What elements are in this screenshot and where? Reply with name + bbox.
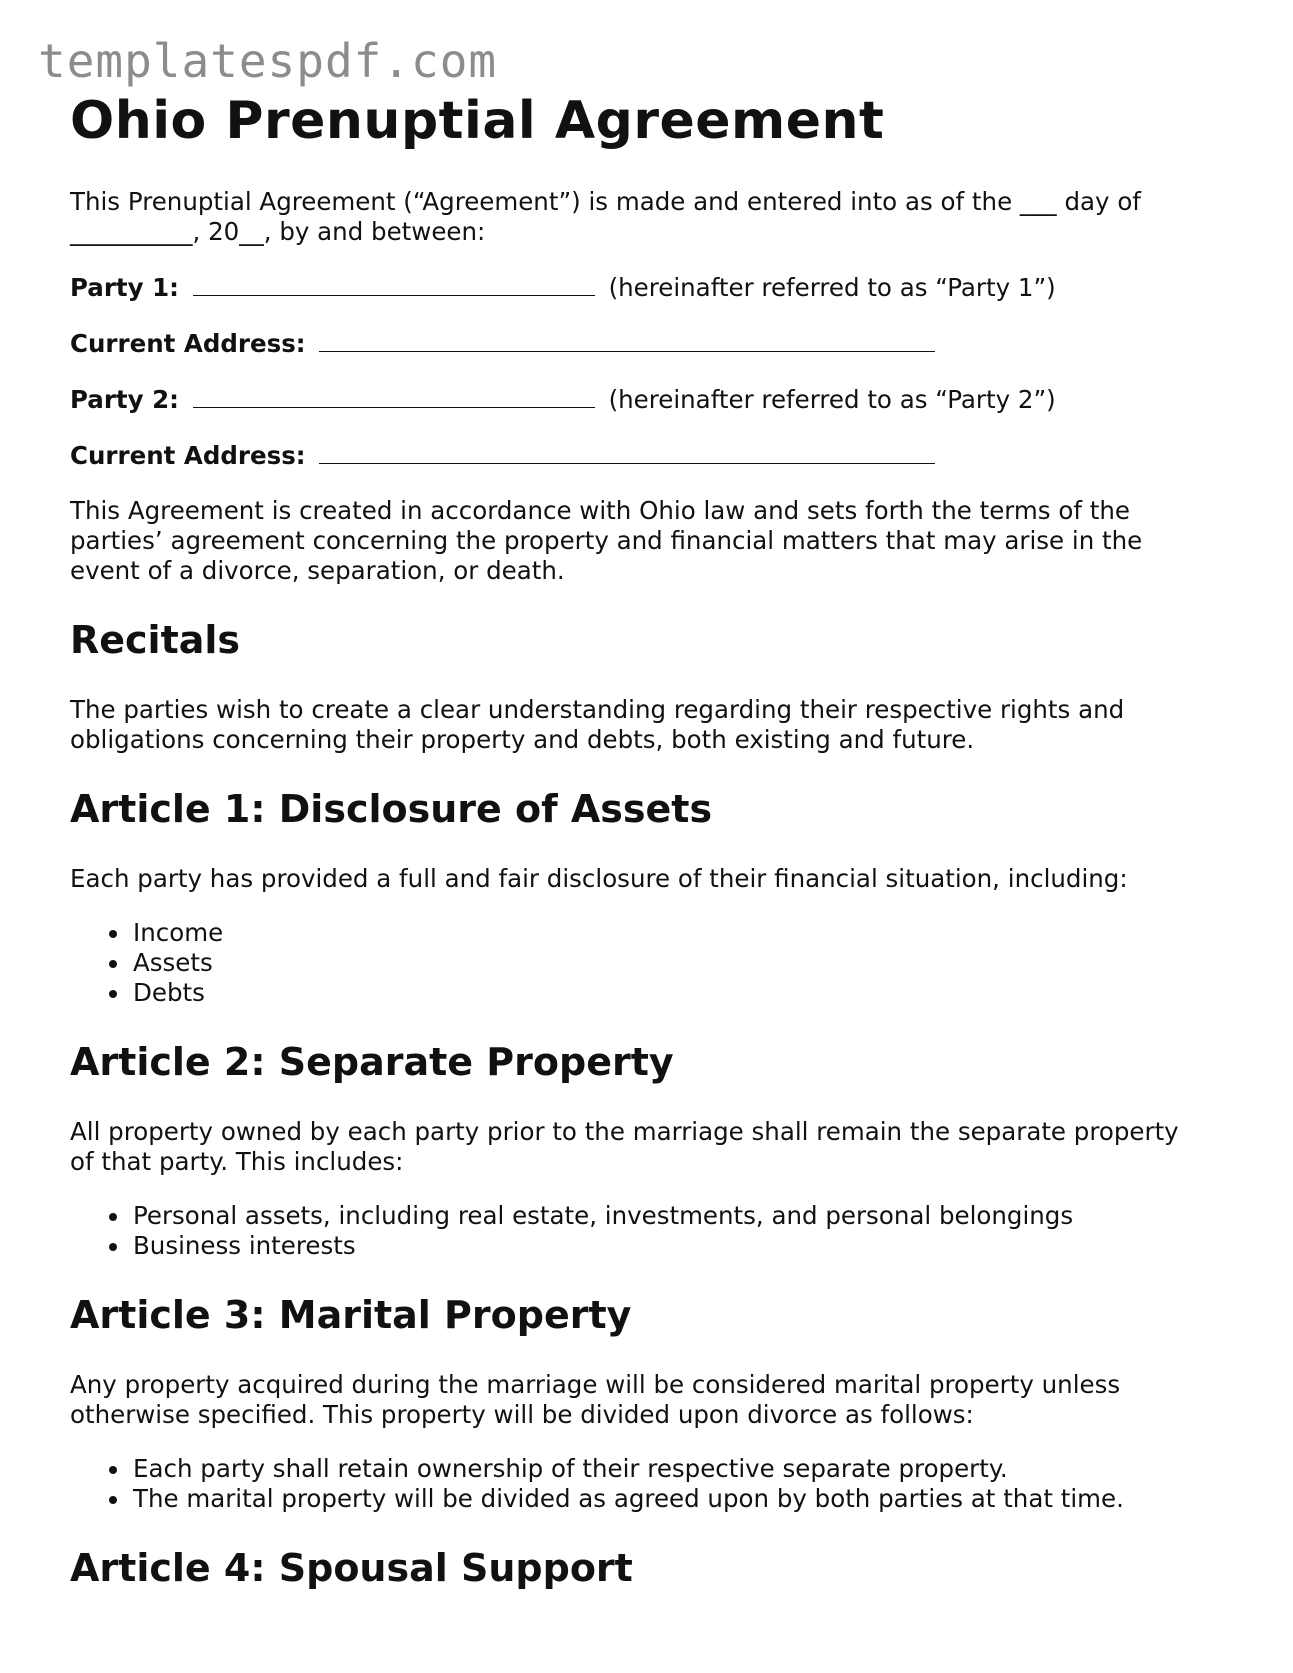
article3-heading: Article 3: Marital Property xyxy=(70,1293,632,1337)
list-item: Assets xyxy=(133,948,1240,978)
party2-suffix: (hereinafter referred to as “Party 2”) xyxy=(608,385,1056,414)
list-item: Each party shall retain ownership of their respective separate property. xyxy=(133,1454,1240,1484)
recitals-text: The parties wish to create a clear understanding regarding their respective rights and obligations concerning their property and debts, both existing and future. xyxy=(70,695,1125,754)
address2-label: Current Address: xyxy=(70,441,306,470)
list-item: Income xyxy=(133,918,1240,948)
list-item: The marital property will be divided as agreed upon by both parties at that time. xyxy=(133,1484,1240,1514)
article2-heading: Article 2: Separate Property xyxy=(70,1040,674,1084)
address1-label: Current Address: xyxy=(70,329,306,358)
watermark-logo: templatespdf.com xyxy=(38,34,498,88)
party2-name-blank[interactable] xyxy=(193,384,595,408)
intro-line-2: __________, 20__, by and between: xyxy=(70,217,486,246)
party1-field xyxy=(70,272,1240,303)
list-item: Debts xyxy=(133,978,1240,1008)
article1-text: Each party has provided a full and fair disclosure of their financial situation, including: xyxy=(70,864,1128,893)
list-item: Personal assets, including real estate, investments, and personal belongings xyxy=(133,1201,1240,1231)
article3-text: Any property acquired during the marriage will be considered marital property unless otherwise specified. This property will be divided upon divorce as follows: xyxy=(70,1370,1121,1429)
party2-label: Party 2: xyxy=(70,385,179,414)
article4-heading: Article 4: Spousal Support xyxy=(70,1546,633,1590)
purpose-paragraph: This Agreement is created in accordance with Ohio law and sets forth the terms of the parties’ agreement concerning the property and financial matters that may arise in the event of a divorce, separation, or death. xyxy=(70,496,1143,585)
address2-blank[interactable] xyxy=(319,440,935,464)
recitals-heading: Recitals xyxy=(70,618,241,662)
article1-list xyxy=(70,918,1240,1008)
document-title: Ohio Prenuptial Agreement xyxy=(70,91,885,151)
party1-label: Party 1: xyxy=(70,273,179,302)
address2-field xyxy=(70,440,1240,471)
article2-text: All property owned by each party prior to the marriage shall remain the separate property of that party. This includes: xyxy=(70,1117,1179,1176)
party2-field xyxy=(70,384,1240,415)
address1-blank[interactable] xyxy=(319,328,935,352)
article1-heading: Article 1: Disclosure of Assets xyxy=(70,787,713,831)
intro-paragraph xyxy=(70,187,1180,247)
article3-list xyxy=(70,1454,1240,1514)
document-page xyxy=(70,92,1240,1590)
article2-list xyxy=(70,1201,1240,1261)
party1-suffix: (hereinafter referred to as “Party 1”) xyxy=(608,273,1056,302)
list-item: Business interests xyxy=(133,1231,1240,1261)
address1-field xyxy=(70,328,1240,359)
intro-line-1: This Prenuptial Agreement (“Agreement”) is made and entered into as of the ___ day of xyxy=(70,187,1141,216)
party1-name-blank[interactable] xyxy=(193,272,595,296)
